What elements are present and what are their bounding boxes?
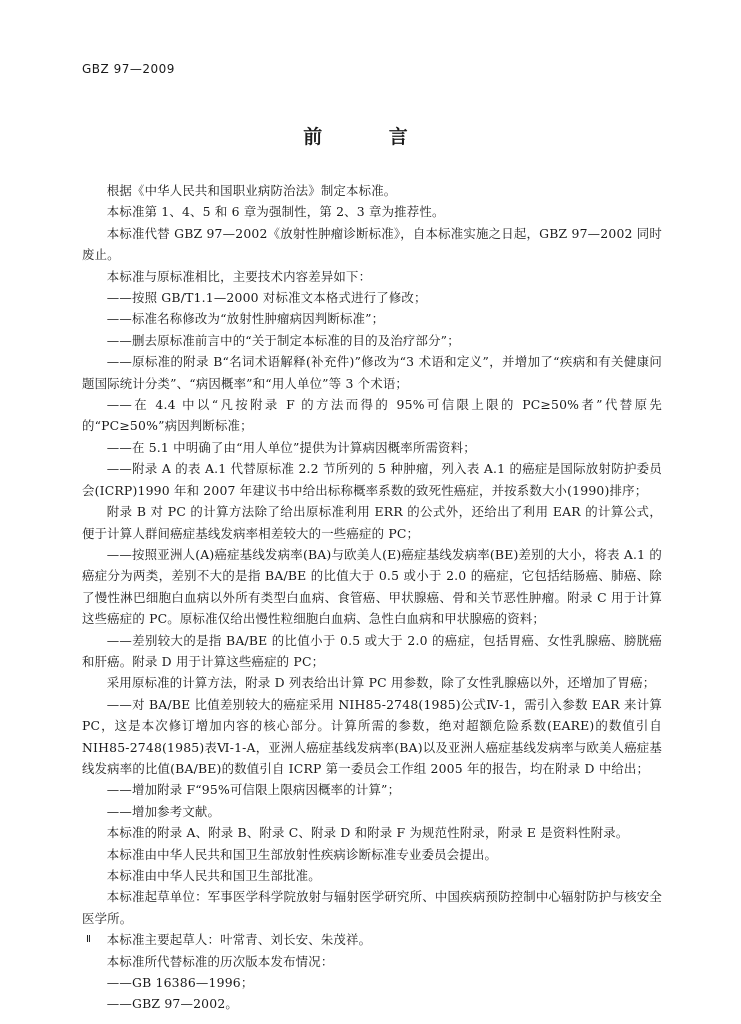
list-item: ——原标准的附录 B“名词术语解释(补充件)”修改为“3 术语和定义”，并增加了“疾病和有关健康问题国际统计分类”、“病因概率”和“用人单位”等 3 个术语； — [82, 354, 662, 391]
list-item: ——标准名称修改为“放射性肿瘤病因判断标准”； — [106, 311, 385, 327]
list-item: ——附录 A 的表 A.1 代替原标准 2.2 节所列的 5 种肿瘤，列入表 A.1 的癌症是国际放射防护委员会(ICRP)1990 年和 2007 年建议书中给出标称概率系数的致死性癌症，并按系数大小(1990)排序； — [82, 461, 662, 498]
page-number: Ⅱ — [86, 934, 91, 945]
list-item: ——增加参考文献。 — [106, 803, 221, 819]
page-title: 前 言 — [303, 126, 438, 148]
paragraph: 本标准由中华人民共和国卫生部放射性疾病诊断标准专业委员会提出。 — [106, 846, 498, 862]
standard-code: GBZ 97—2009 — [82, 62, 175, 76]
paragraph: 采用原标准的计算方法，附录 D 列表给出计算 PC 用参数，除了女性乳腺癌以外，还增加了胃癌； — [106, 675, 656, 691]
list-item: ——在 4.4 中以“凡按附录 F 的方法而得的 95%可信限上限的 PC≥50%者”代替原先的“PC≥50%”病因判断标准； — [82, 397, 662, 434]
paragraph: 本标准与原标准相比，主要技术内容差异如下： — [106, 268, 372, 284]
list-item: ——对 BA/BE 比值差别较大的癌症采用 NIH85-2748(1985)公式Ⅳ-1，需引入参数 EAR 来计算 PC，这是本次修订增加内容的核心部分。计算所需的参数，绝对超额危险系数(EARE)的数值引自 NIH85-2748(1985)表Ⅵ-1-A，亚洲人癌症基线发病率(BA)以及亚洲人癌症基线发病率与欧美人癌症基线发病率的比值(BA/BE)的数值引自 ICRP 第一委员会工作组 2005 年的报告，均在附录 D 中给出； — [82, 696, 662, 776]
list-item: ——GB 16386—1996； — [106, 975, 254, 991]
list-item: ——增加附录 F“95%可信限上限病因概率的计算”； — [106, 782, 401, 798]
paragraph: 附录 B 对 PC 的计算方法除了给出原标准利用 ERR 的公式外，还给出了利用 EAR 的计算公式，便于计算人群间癌症基线发病率相差较大的一些癌症的 PC； — [82, 504, 662, 541]
paragraph: 本标准代替 GBZ 97—2002《放射性肿瘤诊断标准》，自本标准实施之日起，GBZ 97—2002 同时废止。 — [82, 225, 662, 263]
paragraph: 本标准由中华人民共和国卫生部批准。 — [106, 868, 321, 883]
paragraph: 根据《中华人民共和国职业病防治法》制定本标准。 — [106, 183, 397, 198]
list-item: ——按照 GB/T1.1—2000 对标准文本格式进行了修改； — [106, 290, 427, 306]
paragraph: 本标准起草单位：军事医学科学院放射与辐射医学研究所、中国疾病预防控制中心辐射防护与核安全医学所。 — [82, 889, 662, 926]
paragraph: 本标准第 1、4、5 和 6 章为强制性，第 2、3 章为推荐性。 — [106, 204, 445, 220]
paragraph: 本标准主要起草人：叶常青、刘长安、朱茂祥。 — [106, 932, 372, 948]
paragraph: 本标准的附录 A、附录 B、附录 C、附录 D 和附录 F 为规范性附录，附录 E 是资料性附录。 — [106, 825, 629, 841]
list-item: ——在 5.1 中明确了由“用人单位”提供为计算病因概率所需资料； — [106, 439, 476, 455]
list-item: ——GBZ 97—2002。 — [106, 996, 239, 1012]
paragraph: 本标准所代替标准的历次版本发布情况： — [106, 953, 334, 969]
list-item: ——差别较大的是指 BA/BE 的比值小于 0.5 或大于 2.0 的癌症，包括胃癌、女性乳腺癌、膀胱癌和肝癌。附录 D 用于计算这些癌症的 PC； — [82, 632, 662, 669]
list-item: ——按照亚洲人(A)癌症基线发病率(BA)与欧美人(E)癌症基线发病率(BE)差别的大小，将表 A.1 的癌症分为两类，差别不大的是指 BA/BE 的比值大于 0.5 或小于 2.0 的癌症，它包括结肠癌、肺癌、除了慢性淋巴细胞白血病以外所有类型白血病、食管癌、甲状腺癌、骨和关节恶性肿瘤。附录 C 用于计算这些癌症的 PC。原标准仅给出慢性粒细胞白血病、急性白血病和甲状腺癌的资料； — [82, 546, 662, 627]
list-item: ——删去原标准前言中的“关于制定本标准的目的及治疗部分”； — [106, 332, 460, 348]
foreword-body — [82, 180, 662, 1015]
